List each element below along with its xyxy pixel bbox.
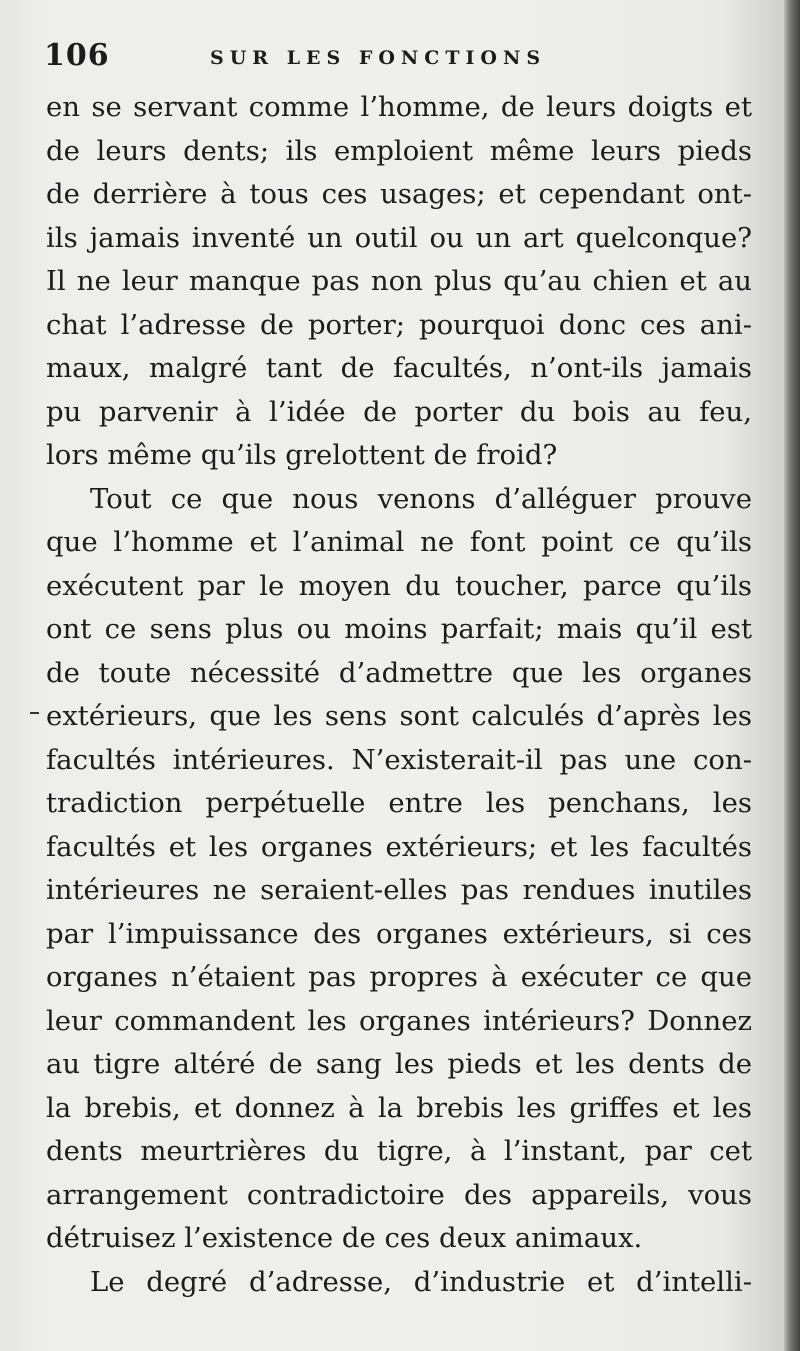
text-line: leur commandent les organes intérieurs? Donnez: [46, 1004, 752, 1037]
body-text: [46, 86, 752, 1304]
text-line: lors même qu’ils grelottent de froid?: [46, 439, 558, 471]
page-header: [44, 38, 754, 78]
text-line: la brebis, et donnez à la brebis les griffes et les: [46, 1091, 752, 1124]
text-line: de leurs dents; ils emploient même leurs pieds: [46, 134, 752, 167]
text-line: organes n’étaient pas propres à exécuter ce que: [46, 961, 752, 993]
text-line: au tigre altéré de sang les pieds et les dents de: [46, 1048, 752, 1080]
text-line: ont ce sens plus ou moins parfait; mais qu’il est: [46, 613, 752, 645]
paragraph-start-line: Le degré d’adresse, d’industrie et d’intelli-: [90, 1265, 752, 1298]
text-line: que l’homme et l’animal ne font point ce qu’ils: [46, 526, 752, 558]
text-line: de toute nécessité d’admettre que les organes: [46, 656, 752, 689]
text-line: maux, malgré tant de facultés, n’ont-ils jamais: [46, 352, 752, 384]
text-line: chat l’adresse de porter; pourquoi donc ces ani-: [46, 308, 752, 341]
text-line: par l’impuissance des organes extérieurs, si ces: [46, 917, 752, 950]
page-number: 106: [44, 38, 110, 73]
running-head: SUR LES FONCTIONS: [210, 47, 547, 69]
text-line: facultés et les organes extérieurs; et les facultés: [46, 830, 752, 863]
text-line: de derrière à tous ces usages; et cependant ont-: [46, 178, 752, 210]
text-line: facultés intérieures. N’existerait-il pas une con-: [46, 743, 752, 776]
text-line: ils jamais inventé un outil ou un art quelconque?: [46, 221, 752, 254]
text-line: extérieurs, que les sens sont calculés d’après les: [46, 700, 752, 732]
text-line: détruisez l’existence de ces deux animaux.: [46, 1222, 643, 1254]
text-line: arrangement contradictoire des appareils, vous: [46, 1178, 752, 1211]
text-line: dents meurtrières du tigre, à l’instant, par cet: [46, 1135, 752, 1167]
text-line: exécutent par le moyen du toucher, parce qu’ils: [46, 569, 752, 602]
text-line: tradiction perpétuelle entre les penchans, les: [46, 787, 752, 819]
paragraph-start-line: Tout ce que nous venons d’alléguer prouve: [90, 482, 752, 515]
page-edge: [784, 0, 800, 1351]
margin-mark: [30, 712, 39, 714]
text-line: en se servant comme l’homme, de leurs doigts et: [46, 91, 752, 123]
text-line: intérieures ne seraient-elles pas rendues inutiles: [46, 874, 752, 906]
text-line: pu parvenir à l’idée de porter du bois au feu,: [46, 395, 752, 428]
text-line: Il ne leur manque pas non plus qu’au chien et au: [46, 265, 752, 297]
